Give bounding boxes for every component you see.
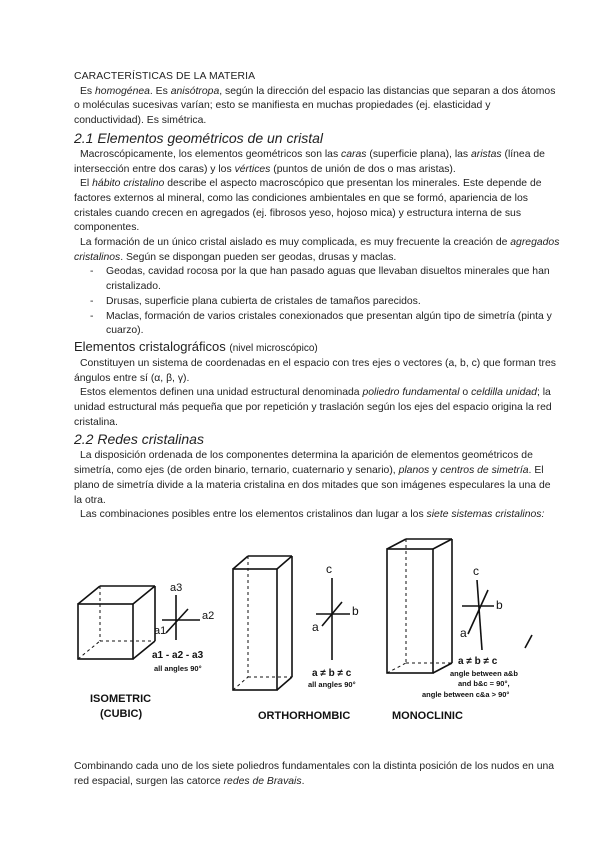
heading-geometric-elements: 2.1 Elementos geométricos de un cristal [74,129,324,146]
paragraph-aggregates: La formación de un único cristal aislado es muy complicada, es muy frecuente la creación de agregados cristalinos. Según se dispongan pueden ser geodas, drusas y maclas. [74,237,560,263]
monoclinic-note-3: angle between c&a > 90° [422,690,510,699]
paragraph-bravais: Combinando cada uno de los siete poliedros fundamentales con la distinta posición de los nudos en una red espacial, surgen las catorce redes de Bravais. [74,761,555,787]
document-body [74,70,560,523]
crystal-systems-figure [70,538,560,748]
cubic-angles: all angles 90° [154,664,202,673]
monoclinic-axes [462,580,532,650]
axis-label-b: b [352,604,359,618]
monoclinic-note-1: angle between a&b [450,669,518,678]
axis-label-a2: a2 [202,610,215,622]
monoclinic-equation: a ≠ b ≠ c [458,656,498,667]
cube-drawing [78,586,155,659]
orthorhombic-label: ORTHORHOMBIC [258,710,351,722]
list-item: - Drusas, superficie plana cubierta de cristales de tamaños parecidos. [74,295,560,310]
section-title: CARACTERÍSTICAS DE LA MATERIA [74,71,256,82]
orthorhombic-prism [233,556,292,690]
axis-label-a1: a1 [154,625,167,637]
list-item: - Maclas, formación de varios cristales conexionados que presentan algún tipo de simetría (pinta y cuarzo). [74,310,560,339]
heading-crystal-lattices: 2.2 Redes cristalinas [74,431,204,448]
list-item: - Geodas, cavidad rocosa por la que han pasado aguas que llevaban disueltos minerales que han cristalizado. [74,265,560,294]
cubic-label: (CUBIC) [100,708,143,720]
orthorhombic-angles: all angles 90° [308,680,356,689]
paragraph-symmetry: La disposición ordenada de los componentes determina la aparición de elementos geométricos de simetría, como ejes (de orden binario, ternario, cuaternario y senario), planos y centros de simetría. El plano de simetría divide a la materia cristalina en dos mitades que son imágenes especulares la una de la otra. [74,450,551,506]
cubic-equation: a1 - a2 - a3 [152,650,204,661]
axis-label-a3: a3 [170,582,183,594]
paragraph-unit-cell: Estos elementos definen una unidad estructural denominada poliedro fundamental o celdilla unidad; la unidad estructural más pequeña que por repetición y traslación según los ejes del espacio origina la red cristalina. [74,387,552,428]
axis-label-b-mono: b [496,598,503,612]
paragraph-matter: Es homogénea. Es anisótropa, según la dirección del espacio las distancias que separan a dos átomos o moléculas sucesivas varían; esto se manifiesta en muchas propiedades (ej. elasticidad y conductividad). Es simétrica. [74,85,556,127]
axis-label-a: a [312,620,319,634]
paragraph-macroscopic: Macroscópicamente, los elementos geométricos son las caras (superficie plana), las aristas (línea de intersección entre dos caras) y los vértices (puntos de unión de dos o mas aristas). [74,148,545,175]
axis-label-c: c [326,562,332,576]
heading-crystallographic: Elementos cristalográficos (nivel microscópico) [74,338,318,354]
cubic-axes [162,595,200,640]
axis-label-c-mono: c [473,564,479,578]
monoclinic-note-2: and b&c = 90°, [458,679,510,688]
paragraph-habit: El hábito cristalino describe el aspecto macroscópico que presentan los minerales. Este depende de factores externos al mineral, como las condiciones ambientales en que se formó, apariencia de los cristales cuando crecen en agregados (ej. fibrosos yeso, hojoso mica) y estructura interna de sus componentes. [74,178,542,234]
orthorhombic-equation: a ≠ b ≠ c [312,668,352,679]
aggregate-list [74,265,560,339]
monoclinic-label: MONOCLINIC [392,710,463,722]
orthorhombic-axes [316,578,350,660]
isometric-label: ISOMETRIC [90,693,152,705]
paragraph-coordinates: Constituyen un sistema de coordenadas en el espacio con tres ejes o vectores (a, b, c) que forman tres ángulos entre sí (α, β, γ). [74,357,556,384]
axis-label-a-mono: a [460,626,467,640]
monoclinic-prism [387,539,452,673]
paragraph-seven-systems: Las combinaciones posibles entre los elementos cristalinos dan lugar a los siete sistemas cristalinos: [80,509,545,521]
